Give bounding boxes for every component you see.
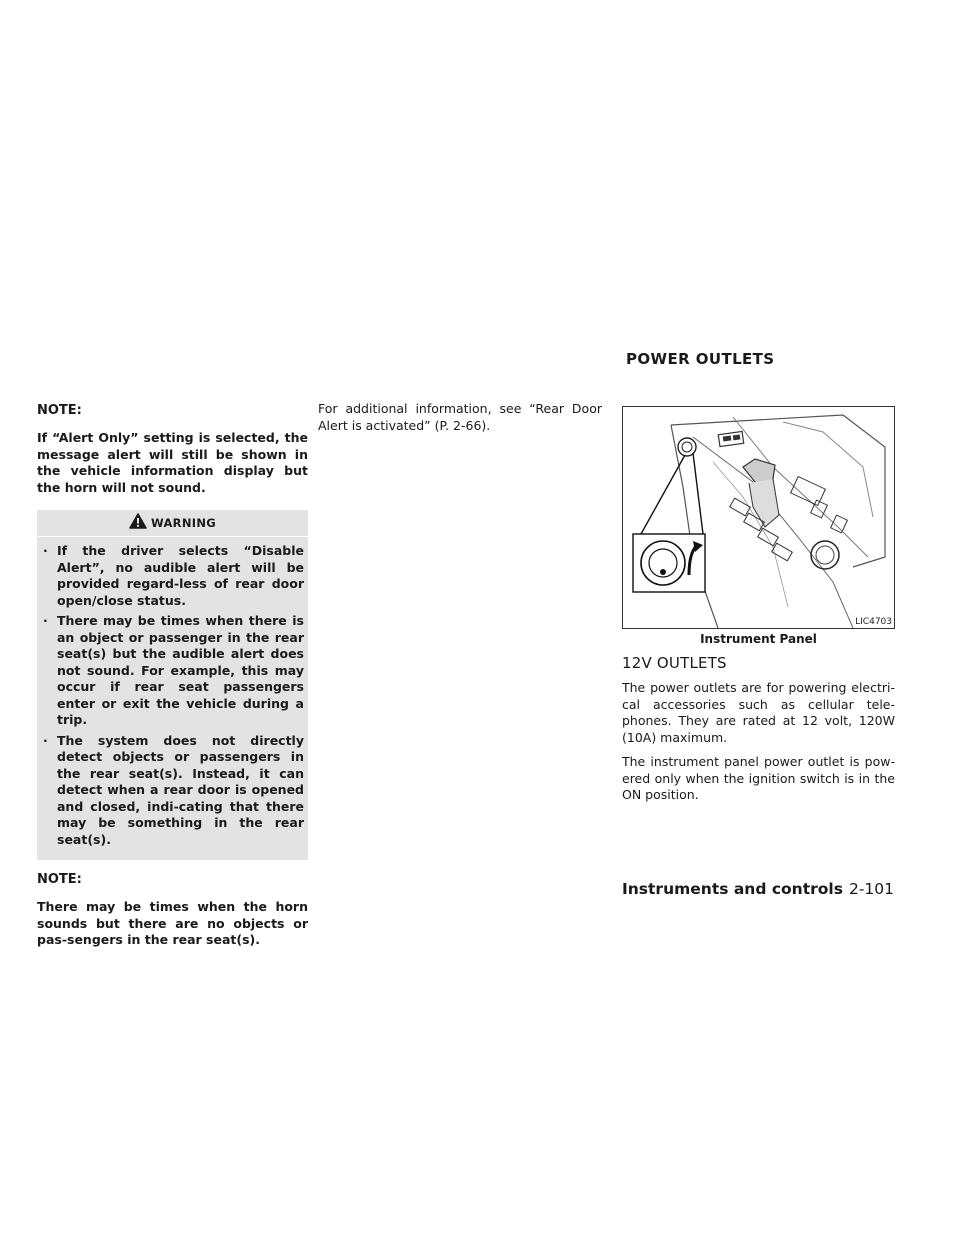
- warning-header: [37, 510, 308, 537]
- note-heading: NOTE:: [37, 872, 82, 887]
- subsection-title: 12V OUTLETS: [622, 654, 727, 672]
- note-text: If “Alert Only” setting is selected, the message alert will still be shown in the vehicle information display but the horn will not sound.: [37, 430, 308, 495]
- warning-list: [37, 537, 308, 860]
- warning-triangle-icon: [129, 513, 147, 533]
- page-number: 2-101: [848, 880, 894, 898]
- section-title: POWER OUTLETS: [626, 350, 775, 368]
- right-column: [622, 395, 895, 812]
- note-text: There may be times when the horn sounds but there are no objects or pas-sengers in the rear seat(s).: [37, 899, 308, 947]
- bullet: ·: [43, 732, 48, 748]
- middle-column: [318, 395, 602, 442]
- bullet: ·: [43, 613, 48, 628]
- warning-title: WARNING: [151, 516, 216, 530]
- left-column: [37, 395, 308, 963]
- warning-item-text: There may be times when there is an object or passenger in the rear seat(s) but the audible alert does not sound. For example, this may occur if rear seat passengers enter or exit the vehicle during a trip.: [57, 613, 304, 727]
- figure-caption: Instrument Panel: [700, 632, 817, 646]
- page-footer: [622, 880, 894, 898]
- warning-item-text: The system does not directly detect objects or passengers in the rear seat(s). Instead, it can detect when a rear door is opened and closed, indi-cating that there may be something in the rear seat(s).: [57, 732, 304, 847]
- cross-reference-text: For additional information, see “Rear Door Alert is activated” (P. 2-66).: [318, 401, 602, 433]
- paragraph: The power outlets are for powering electri-cal accessories such as cellular tele-phones. They are rated at 12 volt, 120W (10A) maximum.: [622, 680, 895, 745]
- warning-box: [37, 510, 308, 860]
- figure-code: LIC4703: [855, 617, 892, 627]
- footer-section-name: Instruments and controls: [622, 880, 843, 898]
- power-outlet-illustration: [622, 406, 895, 629]
- warning-item: [43, 543, 304, 609]
- warning-item: [43, 613, 304, 729]
- bullet: ·: [43, 543, 48, 558]
- warning-item: [43, 733, 304, 849]
- warning-item-text: If the driver selects “Disable Alert”, no audible alert will be provided regard-less of rear door open/close status.: [57, 543, 304, 608]
- note-heading: NOTE:: [37, 403, 82, 418]
- paragraph: The instrument panel power outlet is pow-ered only when the ignition switch is in the ON position.: [622, 754, 895, 802]
